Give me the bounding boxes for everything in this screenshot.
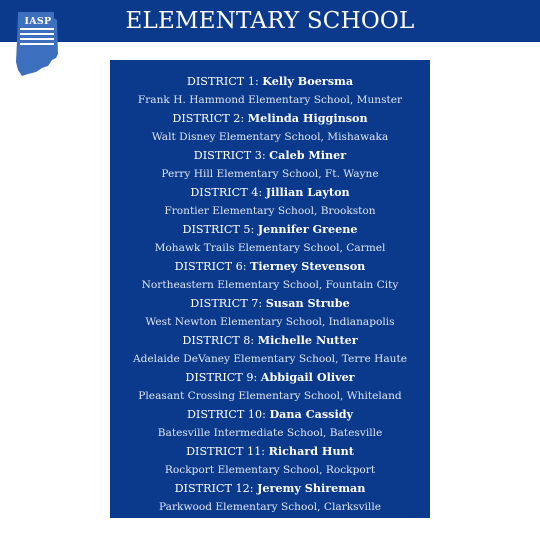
representative-name: Michelle Nutter: [257, 333, 358, 347]
district-label: DISTRICT 6:: [174, 260, 247, 273]
school-name: Adelaide DeVaney Elementary School, Terre Haute: [132, 353, 407, 365]
school-name: Rockport Elementary School, Rockport: [164, 464, 376, 476]
representative-name: Kelly Boersma: [262, 74, 354, 88]
district-label: DISTRICT 12:: [174, 482, 254, 495]
school-name: Batesville Intermediate School, Batesville: [157, 427, 383, 439]
representative-name: Dana Cassidy: [269, 407, 354, 421]
school-name: West Newton Elementary School, Indianapolis: [145, 316, 395, 328]
district-heading: [110, 183, 430, 202]
district-heading: [110, 72, 430, 91]
district-label: DISTRICT 7:: [190, 297, 263, 310]
iasp-logo: [14, 10, 62, 78]
school-name: Northeastern Elementary School, Fountain City: [141, 279, 399, 291]
school-name: Parkwood Elementary School, Clarksville: [159, 501, 381, 513]
district-heading: [110, 146, 430, 165]
district-label: DISTRICT 11:: [186, 445, 266, 458]
school-name: Mohawk Trails Elementary School, Carmel: [154, 242, 386, 254]
district-heading: [110, 331, 430, 350]
district-label: DISTRICT 8:: [182, 334, 255, 347]
district-list-panel: [110, 60, 430, 518]
district-label: DISTRICT 4:: [190, 186, 263, 199]
school-name: Pleasant Crossing Elementary School, Whiteland: [138, 390, 402, 402]
school-name: Frontier Elementary School, Brookston: [164, 205, 376, 217]
district-label: DISTRICT 3:: [193, 149, 266, 162]
district-label: DISTRICT 10:: [186, 408, 266, 421]
district-heading: [110, 368, 430, 387]
district-heading: [110, 442, 430, 461]
district-label: DISTRICT 2:: [172, 112, 245, 125]
representative-name: Jillian Layton: [265, 185, 350, 199]
district-heading: [110, 479, 430, 498]
representative-name: Melinda Higginson: [247, 111, 368, 125]
logo-text: IASP: [24, 16, 52, 27]
school-name: Frank H. Hammond Elementary School, Munster: [137, 94, 403, 106]
district-heading: [110, 220, 430, 239]
district-label: DISTRICT 9:: [185, 371, 258, 384]
district-heading: [110, 294, 430, 313]
district-label: DISTRICT 1:: [186, 75, 259, 88]
district-heading: [110, 257, 430, 276]
representative-name: Jeremy Shireman: [257, 481, 366, 495]
district-heading: [110, 109, 430, 128]
representative-name: Susan Strube: [265, 296, 350, 310]
district-heading: [110, 405, 430, 424]
representative-name: Abbigail Oliver: [260, 370, 355, 384]
representative-name: Richard Hunt: [268, 444, 354, 458]
representative-name: Jennifer Greene: [257, 222, 358, 236]
district-label: DISTRICT 5:: [182, 223, 255, 236]
representative-name: Caleb Miner: [269, 148, 347, 162]
page-title: ELEMENTARY SCHOOL: [125, 8, 415, 34]
representative-name: Tierney Stevenson: [250, 259, 366, 273]
school-name: Walt Disney Elementary School, Mishawaka: [151, 131, 389, 143]
school-name: Perry Hill Elementary School, Ft. Wayne: [161, 168, 379, 180]
